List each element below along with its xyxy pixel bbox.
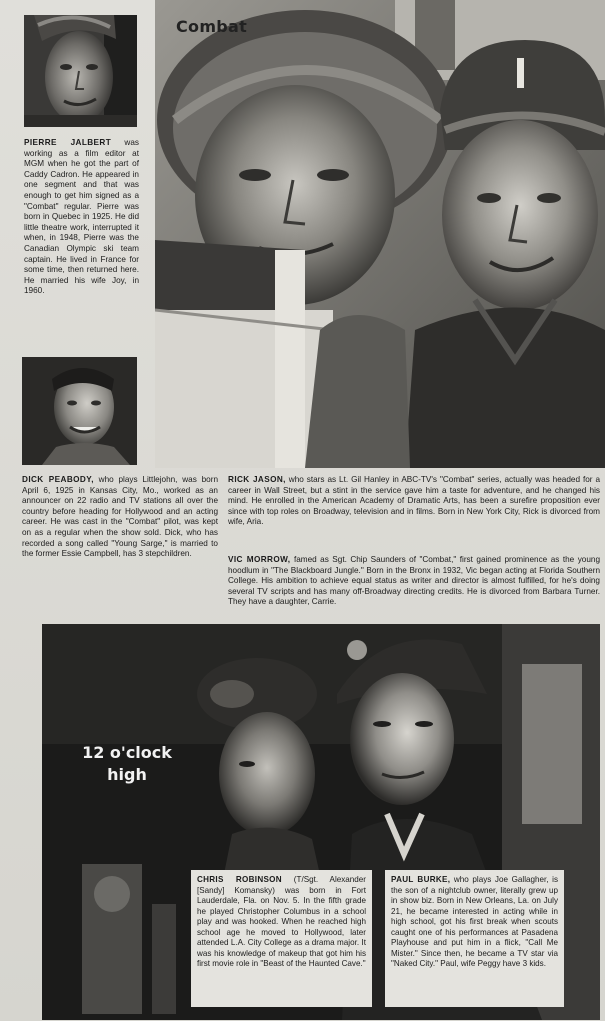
caption-text: who plays Littlejohn, was born April 6, 1925 in Kansas City, Mo., worked as an announcer on 22 radio and TV stations all over the country before heading for Hollywood and an acting career. He was cast in the "Combat" pilot, was kept on as a regular when the show sold. Dick, who has recorded a song called "Young Sarge," is married to the former Essie Campbell, has 3 stepchildren.	[22, 475, 218, 559]
caption-vic-morrow	[228, 555, 600, 608]
caption-text: (T/Sgt. Alexander [Sandy] Komansky) was born in Fort Lauderdale, Fla. on Nov. 5. In the fifth grade he played Christopher Columbus in a school play and was hooked. When he reached high school age he moved to Hollywood, later attended L.A. City College as a drama major. It was his knowledge of makeup that got him his first movie role in "Beast of the Haunted Cave."	[197, 875, 366, 968]
caption-dick-peabody	[22, 475, 218, 560]
caption-name: PAUL BURKE,	[391, 875, 451, 884]
photo-dick-peabody	[22, 357, 137, 465]
caption-name: CHRIS ROBINSON	[197, 875, 282, 884]
caption-chris-robinson	[191, 870, 372, 1007]
caption-name: VIC MORROW,	[228, 555, 291, 564]
combat-label: Combat	[176, 17, 248, 36]
caption-name: RICK JASON,	[228, 475, 286, 484]
caption-text: was working as a film editor at MGM when he got the part of Caddy Cadron. He appeared in one segment and that was enough to get him signed as a "Combat" regular. Pierre was born in Quebec in 1925. He did little theatre work, interrupted it when, in 1948, Pierre was the Canadian Olympic ski team captain. He lived in France for some time, then returned here. He married his wife Joy, in 1960.	[24, 138, 139, 296]
caption-pierre-jalbert	[24, 138, 139, 297]
caption-text: who plays Joe Gallagher, is the son of a nightclub owner, literally grew up in show biz. Born in New Orleans, La. on July 21, he became interested in acting while in high school, got his first break when scouts caught one of his performances at Pasadena Playhouse and put him in a flick, "Call Me Mister." Since then, he became a TV star via "Naked City." Paul, wife Peggy have 3 kids.	[391, 875, 558, 968]
photo-combat-main	[155, 0, 605, 468]
caption-paul-burke	[385, 870, 564, 1007]
photo-pierre-jalbert	[24, 15, 137, 127]
caption-name: PIERRE JALBERT	[24, 138, 112, 147]
caption-name: DICK PEABODY,	[22, 475, 94, 484]
caption-text: famed as Sgt. Chip Saunders of "Combat," first gained prominence as the young hoodlum in "The Blackboard Jungle." Born in the Bronx in 1932, Vic began acting at Florida Southern College. His ambition to achieve equal status as writer and director is almost fulfilled, for he's doing several TV scripts and has many off-Broadway directing credits. He is divorced from Barbara Turner. They have a daughter, Carrie.	[228, 555, 600, 607]
caption-text: who stars as Lt. Gil Hanley in ABC-TV's "Combat" series, actually was headed for a career in Wall Street, but a stint in the service gave him a taste for adventure, and he changed his mind. He enrolled in the American Academy of Dramatic Arts, has been a surefire proposition ever since with top roles on Broadway, television and in films. Born in New York City, Rick is divorced from wife, Aria.	[228, 475, 600, 527]
twelve-oclock-label: 12 o'clock high	[82, 743, 172, 784]
caption-rick-jason	[228, 475, 600, 528]
